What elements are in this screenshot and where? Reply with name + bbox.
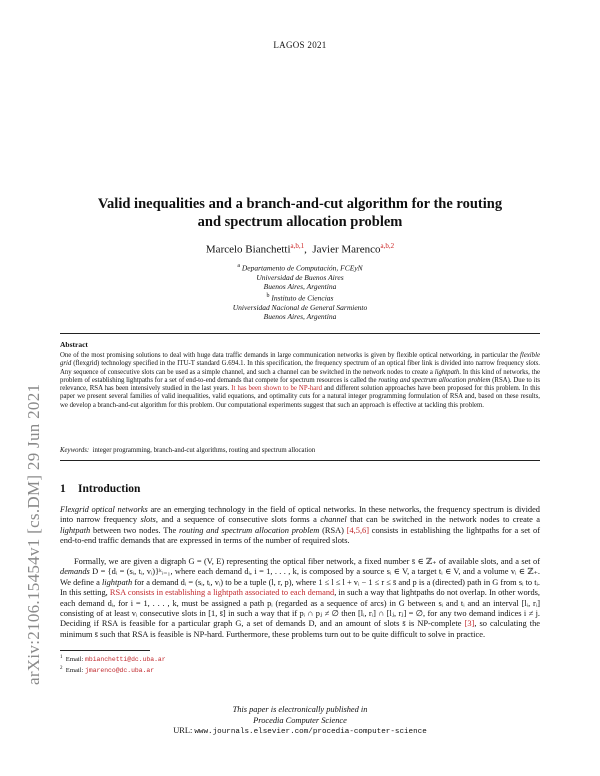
footer-line: This paper is electronically published in — [232, 705, 368, 714]
affiliation-mark: b — [266, 293, 270, 299]
keywords — [60, 447, 540, 454]
affiliation-a — [0, 262, 600, 291]
affiliation-b — [0, 292, 600, 321]
affiliation-line: Instituto de Ciencias — [271, 293, 334, 303]
affiliation-line: Buenos Aires, Argentina — [263, 311, 337, 321]
email-link[interactable]: mbianchetti@dc.uba.ar — [85, 656, 166, 664]
abstract-heading: Abstract — [60, 340, 88, 349]
author-name: Marcelo Bianchetti — [205, 243, 291, 256]
citation-link[interactable]: [3] — [464, 619, 475, 629]
intro-paragraph-1: Flexgrid optical networks are an emerging technology in the field of optical networks. In these networks, the frequency spectrum is divided into narrow frequency slots, and a sequence of consecutive slots forms a channel that can be switched in the network nodes to create a lightpath between two nodes. The routing and spectrum allocation problem (RSA) [4,5,6] consists in establishing the lightpaths for a set of end-to-end traffic demands that are expressed in terms of the number of required slots. — [60, 505, 540, 546]
author-list — [0, 242, 600, 256]
url-label: URL: — [173, 726, 193, 735]
highlighted-claim[interactable]: It has been shown to be NP-hard — [231, 385, 322, 393]
footer-journal: Procedia Computer Science — [253, 715, 347, 725]
keywords-text: integer programming, branch-and-cut algorithms, routing and spectrum allocation — [92, 447, 316, 454]
abstract-bottom-rule — [60, 460, 540, 461]
intro-paragraph-2: Formally, we are given a digraph G = (V, E) representing the optical fiber network, a fixed number s̄ ∈ ℤ₊ of available slots, and a set of demands D = {dᵢ = (sᵢ, tᵢ, vᵢ)}ᵏᵢ₌₁, where each demand dᵢ, i = 1, . . . , k, is composed by a source sᵢ ∈ V, a target tᵢ ∈ V, and a volume vᵢ ∈ ℤ₊. We define a lightpath for a demand dᵢ = (sᵢ, tᵢ, vᵢ) to be a tuple (l, r, p), where 1 ≤ l ≤ l + vᵢ − 1 ≤ r ≤ s̄ and p is a (directed) path in G from sᵢ to tᵢ. In this setting, RSA consists in establishing a lightpath associated to each demand, in such a way that lightpaths do not overlap. In other words, each demand dᵢ, for i = 1, . . . , k, must be assigned a path pᵢ (regarded as a sequence of arcs) in G between sᵢ and tᵢ and an interval [lᵢ, rᵢ] consisting of at least vᵢ consecutive slots in [1, s̄] in such a way that if pᵢ ∩ pⱼ ≠ ∅ then [lᵢ, rᵢ] ∩ [lⱼ, rⱼ] = ∅, for any two demand indices i ≠ j. Deciding if RSA is feasible for a particular graph G, a set of demands D, and an amount of slots s̄ is NP-complete [3], so calculating the minimum s̄ such that RSA is feasible is NP-hard. Furthermore, these problems turn out to be quite difficult to solve in practice. — [60, 557, 541, 639]
affiliation-line: Buenos Aires, Argentina — [263, 281, 337, 291]
highlighted-sentence[interactable]: RSA consists in establishing a lightpath associated to each demand — [109, 588, 335, 598]
section-heading: 1 Introduction — [60, 483, 141, 495]
author-marks[interactable]: a,b,2 — [380, 242, 395, 250]
citation-link[interactable]: [4,5,6] — [346, 525, 370, 535]
journal-url-link[interactable]: www.journals.elsevier.com/procedia-computer-science — [194, 728, 427, 736]
abstract-text: One of the most promising solutions to deal with huge data traffic demands in large communication networks is given by flexible optical networking, in particular the flexible grid (flexgrid) technology specified in the ITU-T standard G.694.1. In this specification, the frequency spectrum of an optical fiber link is divided into narrow frequency slots. Any sequence of consecutive slots can be used as a simple channel, and such a channel can be switched in the network nodes to create a lightpath. In this kind of networks, the problem of establishing lightpaths for a set of end-to-end demands that compete for spectrum resources is called the routing and spectrum allocation problem (RSA). Due to its relevance, RSA has been intensively studied in the last years. It has been shown to be NP-hard and different solution approaches have been proposed for this problem. In this paper we present several families of valid inequalities, valid equations, and optimality cuts for a natural integer programming formulation of RSA and, based on these results, we develop a branch-and-cut algorithm for this problem. Our computational experiments suggest that such an approach is effective at tackling this problem. — [60, 352, 541, 409]
email-link[interactable]: jmarenco@dc.uba.ar — [85, 667, 155, 675]
paper-title: Valid inequalities and a branch-and-cut algorithm for the routing and spectrum allocation problem — [97, 196, 503, 230]
affiliation-line: Universidad Nacional de General Sarmiento — [232, 302, 368, 312]
affiliation-line: Departamento de Computación, FCEyN — [241, 263, 363, 273]
keywords-label: Keywords: — [60, 447, 90, 454]
author-marks[interactable]: a,b,1 — [290, 242, 305, 250]
publication-footer — [0, 705, 600, 738]
abstract-top-rule — [60, 333, 540, 334]
footnote-rule — [60, 650, 150, 651]
footnote-1: $^1$ Email: mbianchetti@dc.uba.ar — [60, 655, 166, 664]
affiliation-line: Universidad de Buenos Aires — [256, 272, 344, 282]
arxiv-stamp: arXiv:2106.15454v1 [cs.DM] 29 Jun 2021 — [24, 383, 43, 685]
author-name: Javier Marenco — [312, 243, 381, 256]
author-separator: , — [304, 243, 307, 256]
running-header: LAGOS 2021 — [273, 40, 327, 50]
affiliation-mark: a — [237, 263, 240, 269]
footnote-2: $^2$ Email: jmarenco@dc.uba.ar — [60, 666, 155, 675]
